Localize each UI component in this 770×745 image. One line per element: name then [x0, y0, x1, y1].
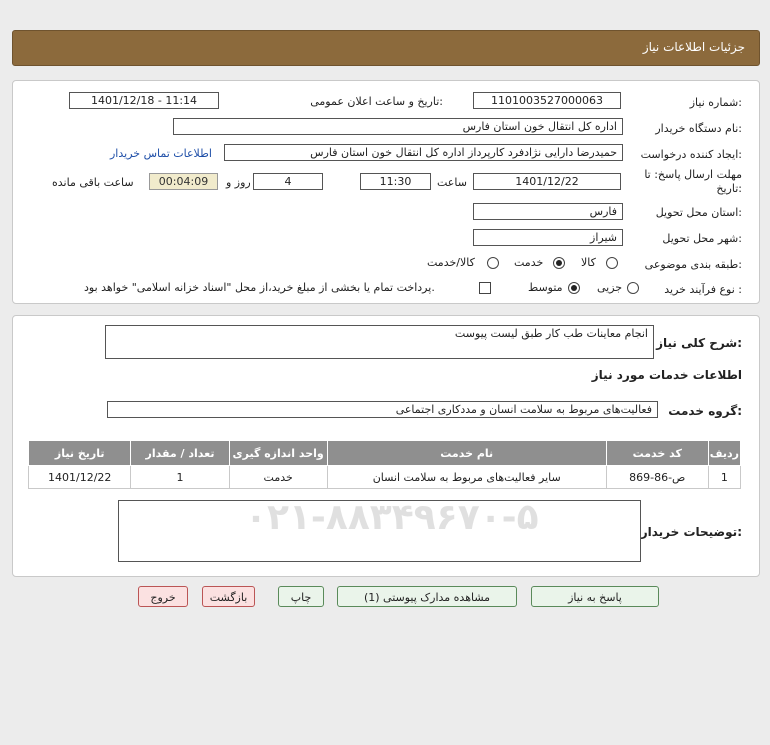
process-type-label: نوع فرآیند خرید : [664, 283, 742, 296]
col-code-header: کد خدمت [606, 441, 708, 466]
exit-button[interactable]: خروج [138, 586, 188, 607]
treasury-payment-checkbox[interactable] [479, 282, 491, 294]
page-header [12, 30, 760, 66]
process-medium-radio[interactable] [568, 282, 580, 294]
page-title: جزئیات اطلاعات نیاز [642, 40, 745, 54]
cell-name: سایر فعالیت‌های مربوط به سلامت انسان [327, 466, 606, 489]
cell-unit: خدمت [229, 466, 327, 489]
remaining-days-label: روز و [226, 176, 251, 189]
deadline-date-field[interactable]: 1401/12/22 [473, 173, 621, 190]
buyer-notes-label: توضیحات خریدار: [640, 525, 742, 539]
remaining-time-field: 00:04:09 [149, 173, 218, 190]
col-name-header: نام خدمت [327, 441, 606, 466]
process-medium-label: متوسط [528, 281, 563, 294]
buyer-contact-link[interactable]: اطلاعات تماس خریدار [110, 147, 212, 160]
category-goods-service-label: کالا/خدمت [427, 256, 475, 269]
print-button[interactable]: چاپ [278, 586, 324, 607]
creator-field[interactable]: حمیدرضا دارایی نژادفرد کارپرداز اداره کل انتقال خون استان فارس [224, 144, 623, 161]
services-heading: اطلاعات خدمات مورد نیاز [591, 368, 742, 382]
service-group-label: گروه خدمت: [668, 404, 742, 418]
back-button[interactable]: بازگشت [202, 586, 255, 607]
buyer-org-field[interactable]: اداره کل انتقال خون استان فارس [173, 118, 623, 135]
deadline-date-label: تاریخ: [716, 182, 742, 195]
services-table [28, 440, 741, 489]
table-row[interactable] [29, 466, 741, 489]
need-number-label: شماره نیاز: [689, 96, 742, 109]
remaining-time-label: ساعت باقی مانده [52, 176, 134, 189]
category-goods-service-radio[interactable] [487, 257, 499, 269]
cell-qty: 1 [131, 466, 229, 489]
category-service-radio[interactable] [553, 257, 565, 269]
watermark-phone: ۰۲۱-۸۸۳۴۹۶۷۰-۵ [245, 497, 539, 538]
remaining-days-field[interactable]: 4 [253, 173, 323, 190]
deadline-time-field[interactable]: 11:30 [360, 173, 431, 190]
col-unit-header: واحد اندازه گیری [229, 441, 327, 466]
deadline-label: مهلت ارسال پاسخ: تا [644, 168, 742, 181]
description-field[interactable]: انجام معاینات طب کار طبق لیست پیوست [105, 325, 654, 359]
table-header-row [29, 441, 741, 466]
announce-datetime-field[interactable]: 1401/12/18 - 11:14 [69, 92, 219, 109]
city-field[interactable]: شیراز [473, 229, 623, 246]
process-minor-radio[interactable] [627, 282, 639, 294]
cell-row: 1 [708, 466, 740, 489]
cell-date: 1401/12/22 [29, 466, 131, 489]
category-goods-radio[interactable] [606, 257, 618, 269]
creator-label: ایجاد کننده درخواست: [640, 148, 742, 161]
description-label: شرح کلی نیاز: [656, 336, 742, 350]
col-qty-header: تعداد / مقدار [131, 441, 229, 466]
category-goods-label: کالا [581, 256, 596, 269]
city-label: شهر محل تحویل: [662, 232, 742, 245]
col-row-header: ردیف [708, 441, 740, 466]
col-date-header: تاریخ نیاز [29, 441, 131, 466]
province-field[interactable]: فارس [473, 203, 623, 220]
province-label: استان محل تحویل: [655, 206, 742, 219]
service-group-field[interactable]: فعالیت‌های مربوط به سلامت انسان و مددکاری اجتماعی [107, 401, 658, 418]
treasury-payment-note: پرداخت تمام یا بخشی از مبلغ خرید،از محل "اسناد خزانه اسلامی" خواهد بود. [84, 281, 435, 294]
cell-code: ص-86-869 [606, 466, 708, 489]
need-number-field[interactable]: 1101003527000063 [473, 92, 621, 109]
category-service-label: خدمت [514, 256, 544, 269]
reply-button[interactable]: پاسخ به نیاز [531, 586, 659, 607]
process-minor-label: جزیی [597, 281, 623, 294]
buyer-org-label: نام دستگاه خریدار: [655, 122, 742, 135]
deadline-time-label: ساعت [437, 176, 467, 189]
category-label: طبقه بندی موضوعی: [644, 258, 742, 271]
announce-datetime-label: تاریخ و ساعت اعلان عمومی: [310, 95, 443, 108]
view-attachments-button[interactable]: مشاهده مدارک پیوستی (1) [337, 586, 517, 607]
